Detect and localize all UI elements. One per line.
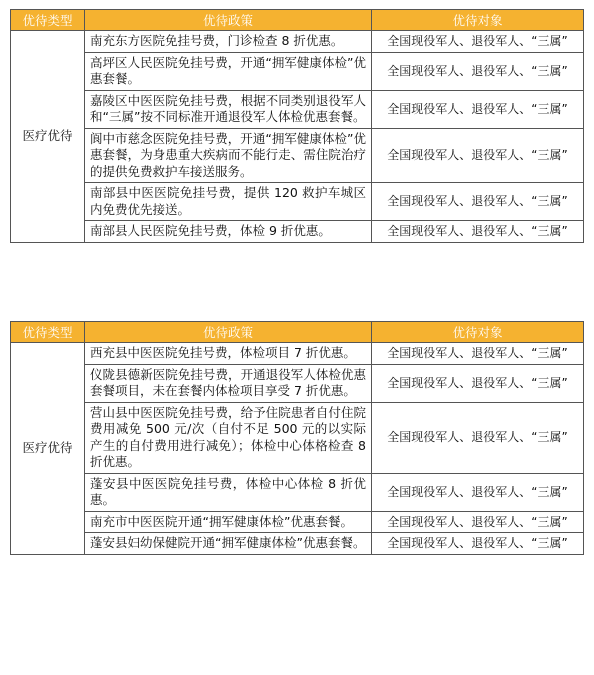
target-cell: 全国现役军人、退役军人、“三属” xyxy=(372,90,584,128)
policy-cell: 营山县中医医院免挂号费，给予住院患者自付住院费用减免 500 元/次（自付不足 500 元的以实际产生的自付费用进行减免）；体检中心体格检查 8 折优惠。 xyxy=(85,402,372,473)
policy-cell: 蓬安县妇幼保健院开通“拥军健康体检”优惠套餐。 xyxy=(85,533,372,555)
header-category: 优待类型 xyxy=(11,10,85,31)
category-cell: 医疗优待 xyxy=(11,343,85,555)
target-cell: 全国现役军人、退役军人、“三属” xyxy=(372,473,584,511)
table-row xyxy=(11,128,584,183)
category-cell: 医疗优待 xyxy=(11,31,85,243)
policy-cell: 阆中市慈念医院免挂号费，开通“拥军健康体检”优惠套餐，为身患重大疾病而不能行走、需住院治疗的提供免费救护车接送服务。 xyxy=(85,128,372,183)
table-row xyxy=(11,183,584,221)
target-cell: 全国现役军人、退役军人、“三属” xyxy=(372,31,584,53)
table-header-row xyxy=(11,322,584,343)
policy-table-1 xyxy=(10,9,584,243)
table-row xyxy=(11,52,584,90)
header-target: 优待对象 xyxy=(372,322,584,343)
table-header-row xyxy=(11,10,584,31)
table-row xyxy=(11,90,584,128)
header-category: 优待类型 xyxy=(11,322,85,343)
table-row xyxy=(11,473,584,511)
target-cell: 全国现役军人、退役军人、“三属” xyxy=(372,183,584,221)
policy-cell: 西充县中医医院免挂号费，体检项目 7 折优惠。 xyxy=(85,343,372,365)
target-cell: 全国现役军人、退役军人、“三属” xyxy=(372,364,584,402)
table-row xyxy=(11,31,584,53)
target-cell: 全国现役军人、退役军人、“三属” xyxy=(372,402,584,473)
policy-cell: 南充市中医医院开通“拥军健康体检”优惠套餐。 xyxy=(85,511,372,533)
target-cell: 全国现役军人、退役军人、“三属” xyxy=(372,221,584,243)
target-cell: 全国现役军人、退役军人、“三属” xyxy=(372,511,584,533)
policy-cell: 仪陇县德新医院免挂号费，开通退役军人体检优惠套餐项目，未在套餐内体检项目享受 7 折优惠。 xyxy=(85,364,372,402)
target-cell: 全国现役军人、退役军人、“三属” xyxy=(372,533,584,555)
table-row xyxy=(11,402,584,473)
table-row xyxy=(11,364,584,402)
policy-cell: 蓬安县中医医院免挂号费，体检中心体检 8 折优惠。 xyxy=(85,473,372,511)
policy-table-2 xyxy=(10,321,584,555)
policy-cell: 南部县人民医院免挂号费，体检 9 折优惠。 xyxy=(85,221,372,243)
target-cell: 全国现役军人、退役军人、“三属” xyxy=(372,343,584,365)
table-row xyxy=(11,343,584,365)
target-cell: 全国现役军人、退役军人、“三属” xyxy=(372,128,584,183)
table-row xyxy=(11,533,584,555)
policy-cell: 高坪区人民医院免挂号费，开通“拥军健康体检”优惠套餐。 xyxy=(85,52,372,90)
target-cell: 全国现役军人、退役军人、“三属” xyxy=(372,52,584,90)
policy-cell: 南部县中医医院免挂号费，提供 120 救护车城区内免费优先接送。 xyxy=(85,183,372,221)
header-target: 优待对象 xyxy=(372,10,584,31)
table-row xyxy=(11,511,584,533)
table-row xyxy=(11,221,584,243)
policy-cell: 南充东方医院免挂号费，门诊检查 8 折优惠。 xyxy=(85,31,372,53)
header-policy: 优待政策 xyxy=(85,322,372,343)
header-policy: 优待政策 xyxy=(85,10,372,31)
policy-cell: 嘉陵区中医医院免挂号费，根据不同类别退役军人和“三属”按不同标准开通退役军人体检优惠套餐。 xyxy=(85,90,372,128)
